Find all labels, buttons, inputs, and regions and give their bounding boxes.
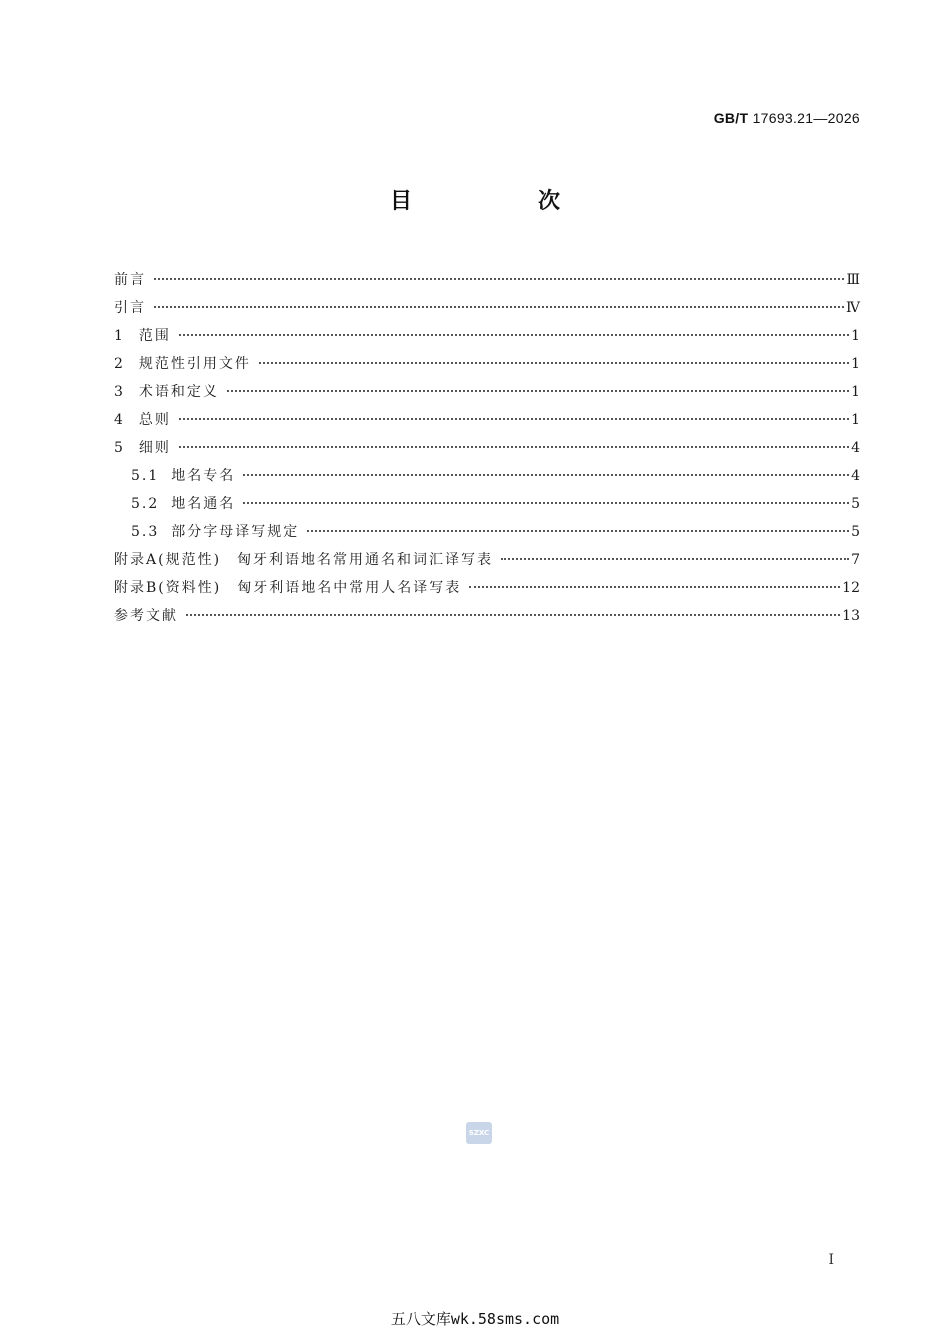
standard-prefix: GB/T [713,110,749,126]
toc-entry-page: Ⅳ [846,300,860,316]
toc-entry[interactable] [114,602,860,630]
toc-entry-page: 13 [842,608,860,624]
toc-dot-leader [501,558,849,560]
toc-entry-number: 3 [114,384,125,400]
toc-entry[interactable] [114,462,860,490]
toc-entry[interactable] [114,378,860,406]
table-of-contents [114,266,860,630]
toc-entry-number: 1 [114,328,125,344]
toc-dot-leader [469,586,840,588]
publisher-logo-icon: SZXC [466,1122,492,1144]
toc-entry-page: 4 [851,468,860,484]
standard-code: 17693.21—2026 [752,110,860,126]
toc-entry-label: 前言 [114,272,146,288]
toc-dot-leader [227,390,849,392]
toc-entry[interactable] [114,294,860,322]
toc-entry[interactable] [114,322,860,350]
toc-entry-number: 5.2 [131,496,160,512]
toc-dot-leader [179,446,849,448]
toc-entry-label: 范围 [138,328,171,344]
page-number: I [828,1252,834,1268]
toc-title: 目 次 [389,189,612,214]
toc-entry[interactable] [114,574,860,602]
footer-site-text: 五八文库wk.58sms.com [390,1310,560,1328]
toc-entry-label: 规范性引用文件 [138,356,251,372]
toc-dot-leader [243,502,849,504]
toc-entry[interactable] [114,406,860,434]
toc-entry[interactable] [114,266,860,294]
toc-entry-page: Ⅲ [846,272,860,288]
toc-dot-leader [259,362,849,364]
toc-entry-page: 4 [851,440,860,456]
toc-entry-label: 附录B(资料性) 匈牙利语地名中常用人名译写表 [114,580,462,596]
toc-entry-page: 12 [842,580,860,596]
toc-entry-page: 5 [851,524,860,540]
toc-entry-label: 地名专名 [171,468,236,484]
toc-entry-page: 7 [851,552,860,568]
toc-entry-label: 细则 [138,440,171,456]
toc-entry-page: 5 [851,496,860,512]
toc-entry-label: 部分字母译写规定 [171,524,300,540]
toc-entry-page: 1 [851,328,860,344]
toc-dot-leader [179,418,849,420]
toc-entry-label: 参考文献 [114,608,178,624]
toc-entry[interactable] [114,490,860,518]
toc-entry-number: 5 [114,440,125,456]
toc-entry-page: 1 [851,412,860,428]
toc-dot-leader [186,614,840,616]
toc-entry[interactable] [114,518,860,546]
toc-entry-number: 5.3 [131,524,160,540]
toc-entry-label: 附录A(规范性) 匈牙利语地名常用通名和词汇译写表 [114,552,494,568]
toc-dot-leader [243,474,849,476]
toc-dot-leader [179,334,849,336]
toc-dot-leader [154,278,844,280]
toc-entry-label: 引言 [114,300,146,316]
toc-dot-leader [307,530,849,532]
toc-entry-page: 1 [851,384,860,400]
toc-entry-label: 总则 [138,412,171,428]
toc-entry-number: 5.1 [131,468,160,484]
toc-entry-number: 2 [114,356,125,372]
toc-entry-label: 地名通名 [171,496,236,512]
toc-entry-page: 1 [851,356,860,372]
toc-entry[interactable] [114,350,860,378]
toc-entry-label: 术语和定义 [138,384,219,400]
toc-entry-number: 4 [114,412,125,428]
standard-number [714,110,860,126]
toc-dot-leader [154,306,844,308]
toc-entry[interactable] [114,434,860,462]
toc-entry[interactable] [114,546,860,574]
